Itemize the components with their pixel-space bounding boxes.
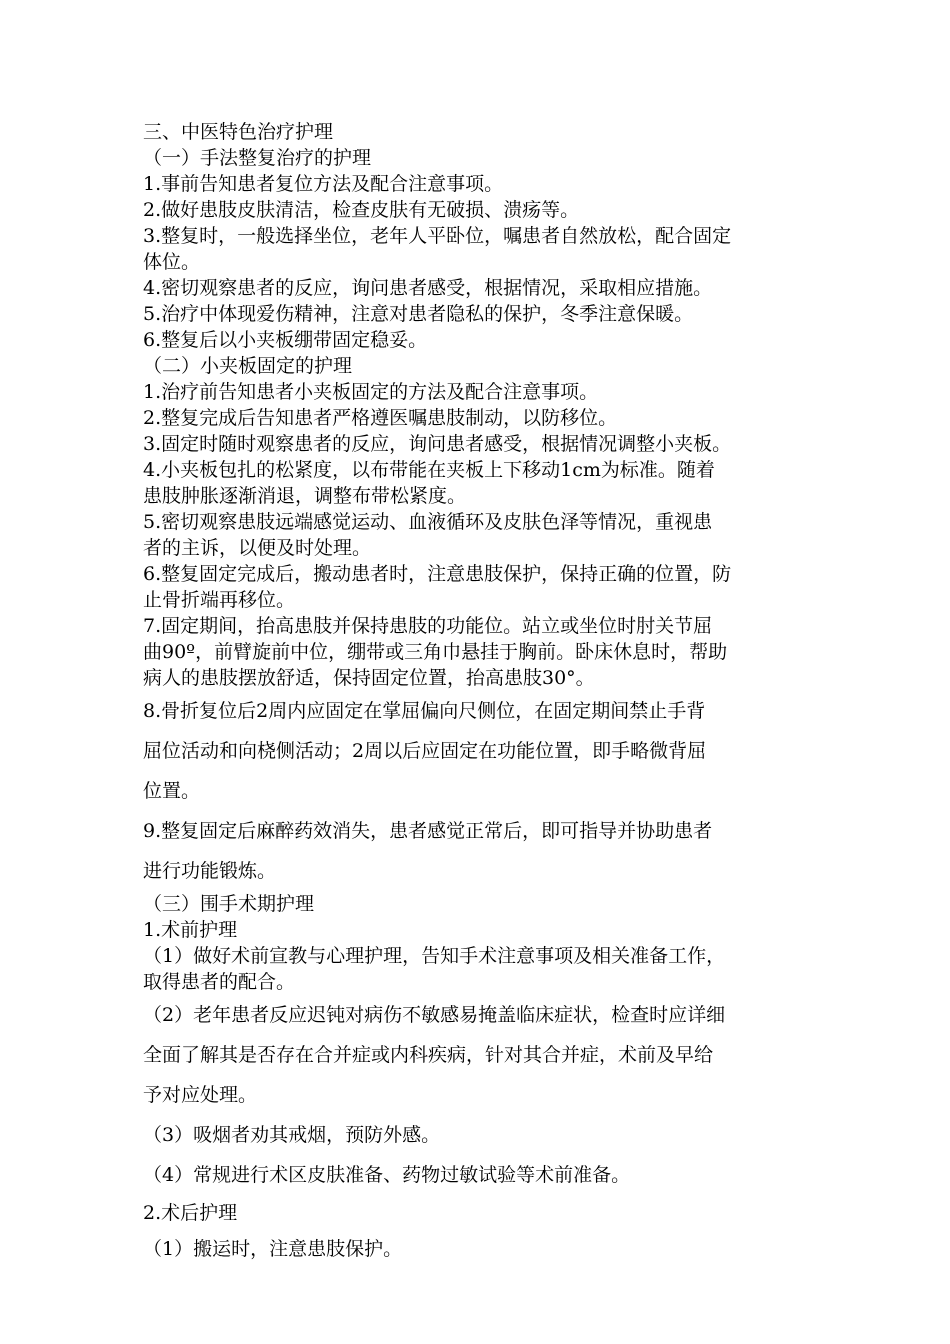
paragraph-line: 6.整复后以小夹板绷带固定稳妥。	[143, 329, 428, 351]
paragraph-line: 4.密切观察患者的反应，询问患者感受，根据情况，采取相应措施。	[143, 277, 713, 299]
paragraph-line: （1）搬运时，注意患肢保护。	[143, 1238, 403, 1260]
paragraph-line: 1.事前告知患者复位方法及配合注意事项。	[143, 173, 504, 195]
paragraph-line: 屈位活动和向桡侧活动；2周以后应固定在功能位置，即手略微背屈	[143, 740, 707, 762]
subsection-heading-manipulation: （一）手法整复治疗的护理	[143, 147, 372, 169]
paragraph-line: 9.整复固定后麻醉药效消失，患者感觉正常后，即可指导并协助患者	[143, 820, 713, 842]
paragraph-line: 5.治疗中体现爱伤精神，注意对患者隐私的保护，冬季注意保暖。	[143, 303, 694, 325]
paragraph-line: 取得患者的配合。	[143, 971, 296, 993]
paragraph-line: 进行功能锻炼。	[143, 860, 277, 882]
paragraph-line: （3）吸烟者劝其戒烟，预防外感。	[143, 1124, 441, 1146]
paragraph-line: 1.治疗前告知患者小夹板固定的方法及配合注意事项。	[143, 381, 599, 403]
paragraph-line: 5.密切观察患肢远端感觉运动、血液循环及皮肤色泽等情况，重视患	[143, 511, 713, 533]
paragraph-line: 2.做好患肢皮肤清洁，检查皮肤有无破损、溃疡等。	[143, 199, 580, 221]
paragraph-line: 者的主诉，以便及时处理。	[143, 537, 372, 559]
paragraph-line: 7.固定期间，抬高患肢并保持患肢的功能位。站立或坐位时肘关节屈	[143, 615, 713, 637]
paragraph-line: 8.骨折复位后2周内应固定在掌屈偏向尺侧位，在固定期间禁止手背	[143, 700, 706, 722]
paragraph-line: 全面了解其是否存在合并症或内科疾病，针对其合并症，术前及早给	[143, 1044, 714, 1066]
postoperative-title: 2.术后护理	[143, 1202, 238, 1224]
paragraph-line: （2）老年患者反应迟钝对病伤不敏感易掩盖临床症状，检查时应详细	[143, 1004, 726, 1026]
paragraph-line: （4）常规进行术区皮肤准备、药物过敏试验等术前准备。	[143, 1164, 631, 1186]
paragraph-line: 体位。	[143, 251, 201, 273]
paragraph-line: 4.小夹板包扎的松紧度，以布带能在夹板上下移动1cm为标准。随着	[143, 459, 715, 481]
subsection-heading-splint: （二）小夹板固定的护理	[143, 355, 353, 377]
paragraph-line: 止骨折端再移位。	[143, 589, 296, 611]
preoperative-title: 1.术前护理	[143, 919, 238, 941]
subsection-heading-perioperative: （三）围手术期护理	[143, 893, 315, 915]
section-title: 三、中医特色治疗护理	[143, 121, 334, 143]
paragraph-line: （1）做好术前宣教与心理护理，告知手术注意事项及相关准备工作，	[143, 945, 726, 967]
paragraph-line: 6.整复固定完成后，搬动患者时，注意患肢保护，保持正确的位置，防	[143, 563, 732, 585]
document-body	[143, 119, 815, 1267]
paragraph-line: 3.固定时随时观察患者的反应，询问患者感受，根据情况调整小夹板。	[143, 433, 732, 455]
paragraph-line: 病人的患肢摆放舒适，保持固定位置，抬高患肢30°。	[143, 667, 595, 689]
paragraph-line: 曲90º，前臂旋前中位，绷带或三角巾悬挂于胸前。卧床休息时，帮助	[143, 641, 728, 663]
paragraph-line: 3.整复时，一般选择坐位，老年人平卧位，嘱患者自然放松，配合固定	[143, 225, 732, 247]
paragraph-line: 患肢肿胀逐渐消退，调整布带松紧度。	[143, 485, 467, 507]
paragraph-line: 位置。	[143, 780, 201, 802]
paragraph-line: 予对应处理。	[143, 1084, 258, 1106]
paragraph-line: 2.整复完成后告知患者严格遵医嘱患肢制动，以防移位。	[143, 407, 618, 429]
